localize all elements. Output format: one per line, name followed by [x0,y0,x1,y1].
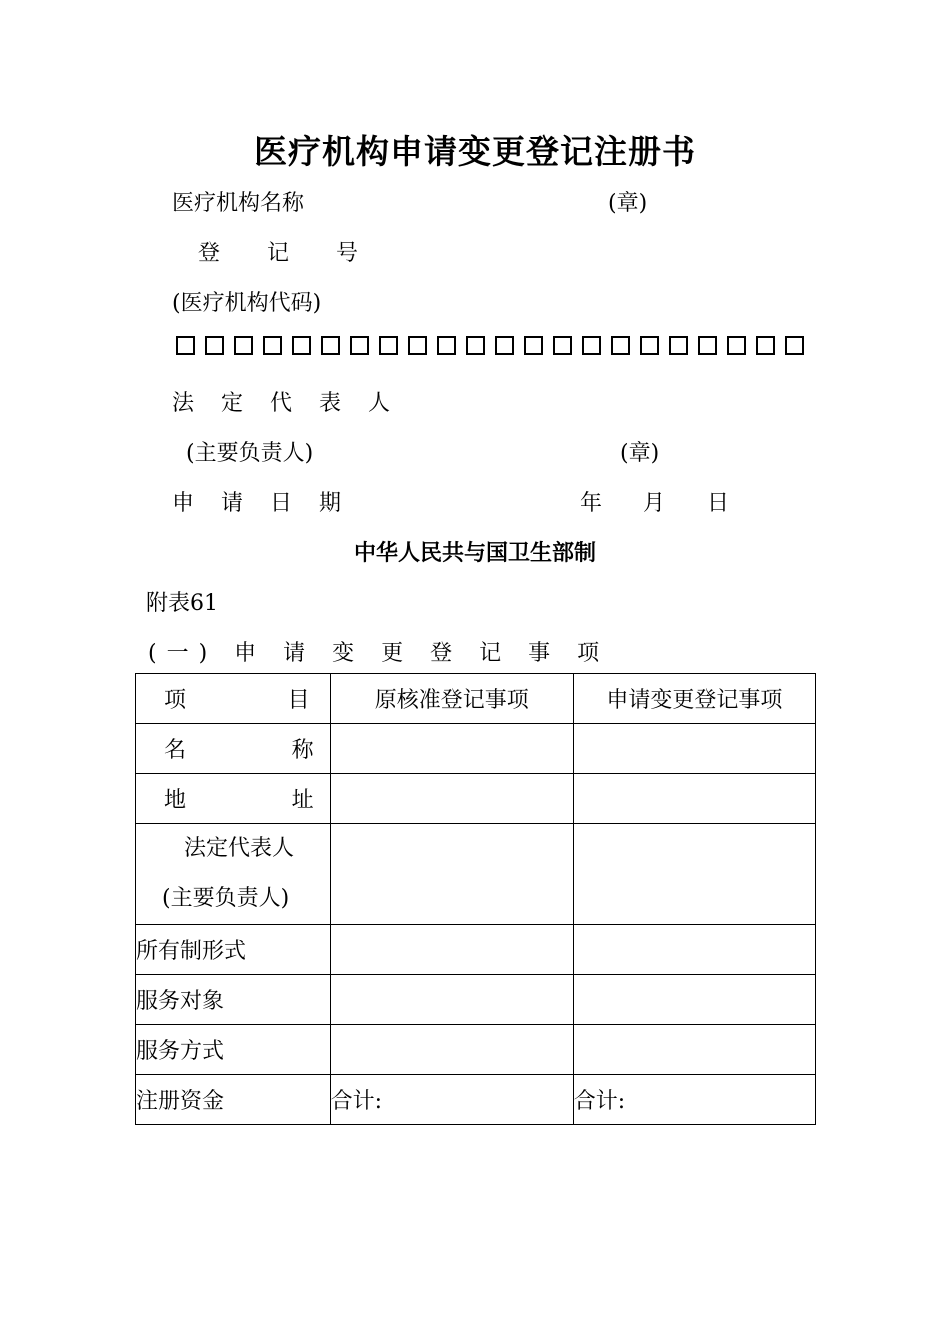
cell-requested-address[interactable] [573,774,815,824]
cell-original-service-mode[interactable] [330,1025,573,1075]
table-row-address [136,774,816,824]
row-label-registered-capital: 注册资金 [136,1075,331,1125]
header-item-char-2: 目 [287,688,310,713]
institution-code-label: (医疗机构代码) [172,291,322,316]
code-box[interactable] [263,336,282,355]
code-box[interactable] [727,336,746,355]
row-label-address [136,774,331,824]
row-legal-rep-line1: 法定代表人 [184,836,295,861]
table-row-name [136,724,816,774]
institution-name-label: 医疗机构名称 [172,191,305,216]
code-box[interactable] [205,336,224,355]
cell-original-name[interactable] [330,724,573,774]
cell-requested-service-target[interactable] [573,975,815,1025]
table-header-row [136,674,816,724]
code-box[interactable] [437,336,456,355]
application-date-label: 申 请 日 期 [172,491,351,516]
date-year-label: 年 [580,491,603,516]
row-label-name [136,724,331,774]
header-requested: 申请变更登记事项 [573,674,815,724]
issuer-line: 中华人民共与国卫生部制 [353,540,596,566]
principal-label: (主要负责人) [186,441,314,466]
code-box[interactable] [379,336,398,355]
cell-original-address[interactable] [330,774,573,824]
date-day-label: 日 [707,491,730,516]
code-box[interactable] [408,336,427,355]
code-box[interactable] [611,336,630,355]
table-row-service-mode [136,1025,816,1075]
code-box[interactable] [176,336,195,355]
document-title: 医疗机构申请变更登记注册书 [254,132,696,171]
code-box[interactable] [582,336,601,355]
cell-requested-legal-representative[interactable] [573,824,815,925]
code-box[interactable] [495,336,514,355]
header-item-char-1: 项 [164,688,187,713]
code-box[interactable] [669,336,688,355]
code-box[interactable] [466,336,485,355]
code-box[interactable] [756,336,775,355]
legal-representative-label: 法 定 代 表 人 [172,391,400,416]
row-address-char-2: 址 [291,788,314,813]
row-label-service-target: 服务对象 [136,975,331,1025]
header-original: 原核准登记事项 [330,674,573,724]
code-box[interactable] [350,336,369,355]
table-row-ownership [136,925,816,975]
code-box[interactable] [553,336,572,355]
row-legal-rep-line2: (主要负责人) [162,886,290,911]
code-box[interactable] [785,336,804,355]
cell-requested-name[interactable] [573,724,815,774]
header-item [136,674,331,724]
row-label-legal-representative [136,824,331,925]
cell-original-legal-representative[interactable] [330,824,573,925]
code-box[interactable] [698,336,717,355]
change-items-table [135,673,816,1125]
table-row-legal-representative [136,824,816,925]
cell-requested-ownership[interactable] [573,925,815,975]
seal-mark-principal: (章) [620,441,660,466]
row-name-char-1: 名 [164,738,187,763]
code-box[interactable] [292,336,311,355]
cell-original-service-target[interactable] [330,975,573,1025]
table-row-registered-capital [136,1075,816,1125]
seal-mark-institution: (章) [608,191,648,216]
code-box[interactable] [234,336,253,355]
row-name-char-2: 称 [291,738,314,763]
table-row-service-target [136,975,816,1025]
code-box[interactable] [640,336,659,355]
institution-code-boxes[interactable] [176,336,804,355]
cell-original-capital-total[interactable]: 合计: [330,1075,573,1125]
appendix-label: 附表61 [146,591,218,616]
section-title: (一) 申 请 变 更 登 记 事 项 [148,641,610,666]
row-label-ownership: 所有制形式 [136,925,331,975]
row-label-service-mode: 服务方式 [136,1025,331,1075]
cell-requested-service-mode[interactable] [573,1025,815,1075]
code-box[interactable] [321,336,340,355]
cell-requested-capital-total[interactable]: 合计: [573,1075,815,1125]
date-month-label: 月 [643,491,666,516]
row-address-char-1: 地 [164,788,187,813]
code-box[interactable] [524,336,543,355]
cell-original-ownership[interactable] [330,925,573,975]
registration-number-label: 登 记 号 [198,241,378,266]
